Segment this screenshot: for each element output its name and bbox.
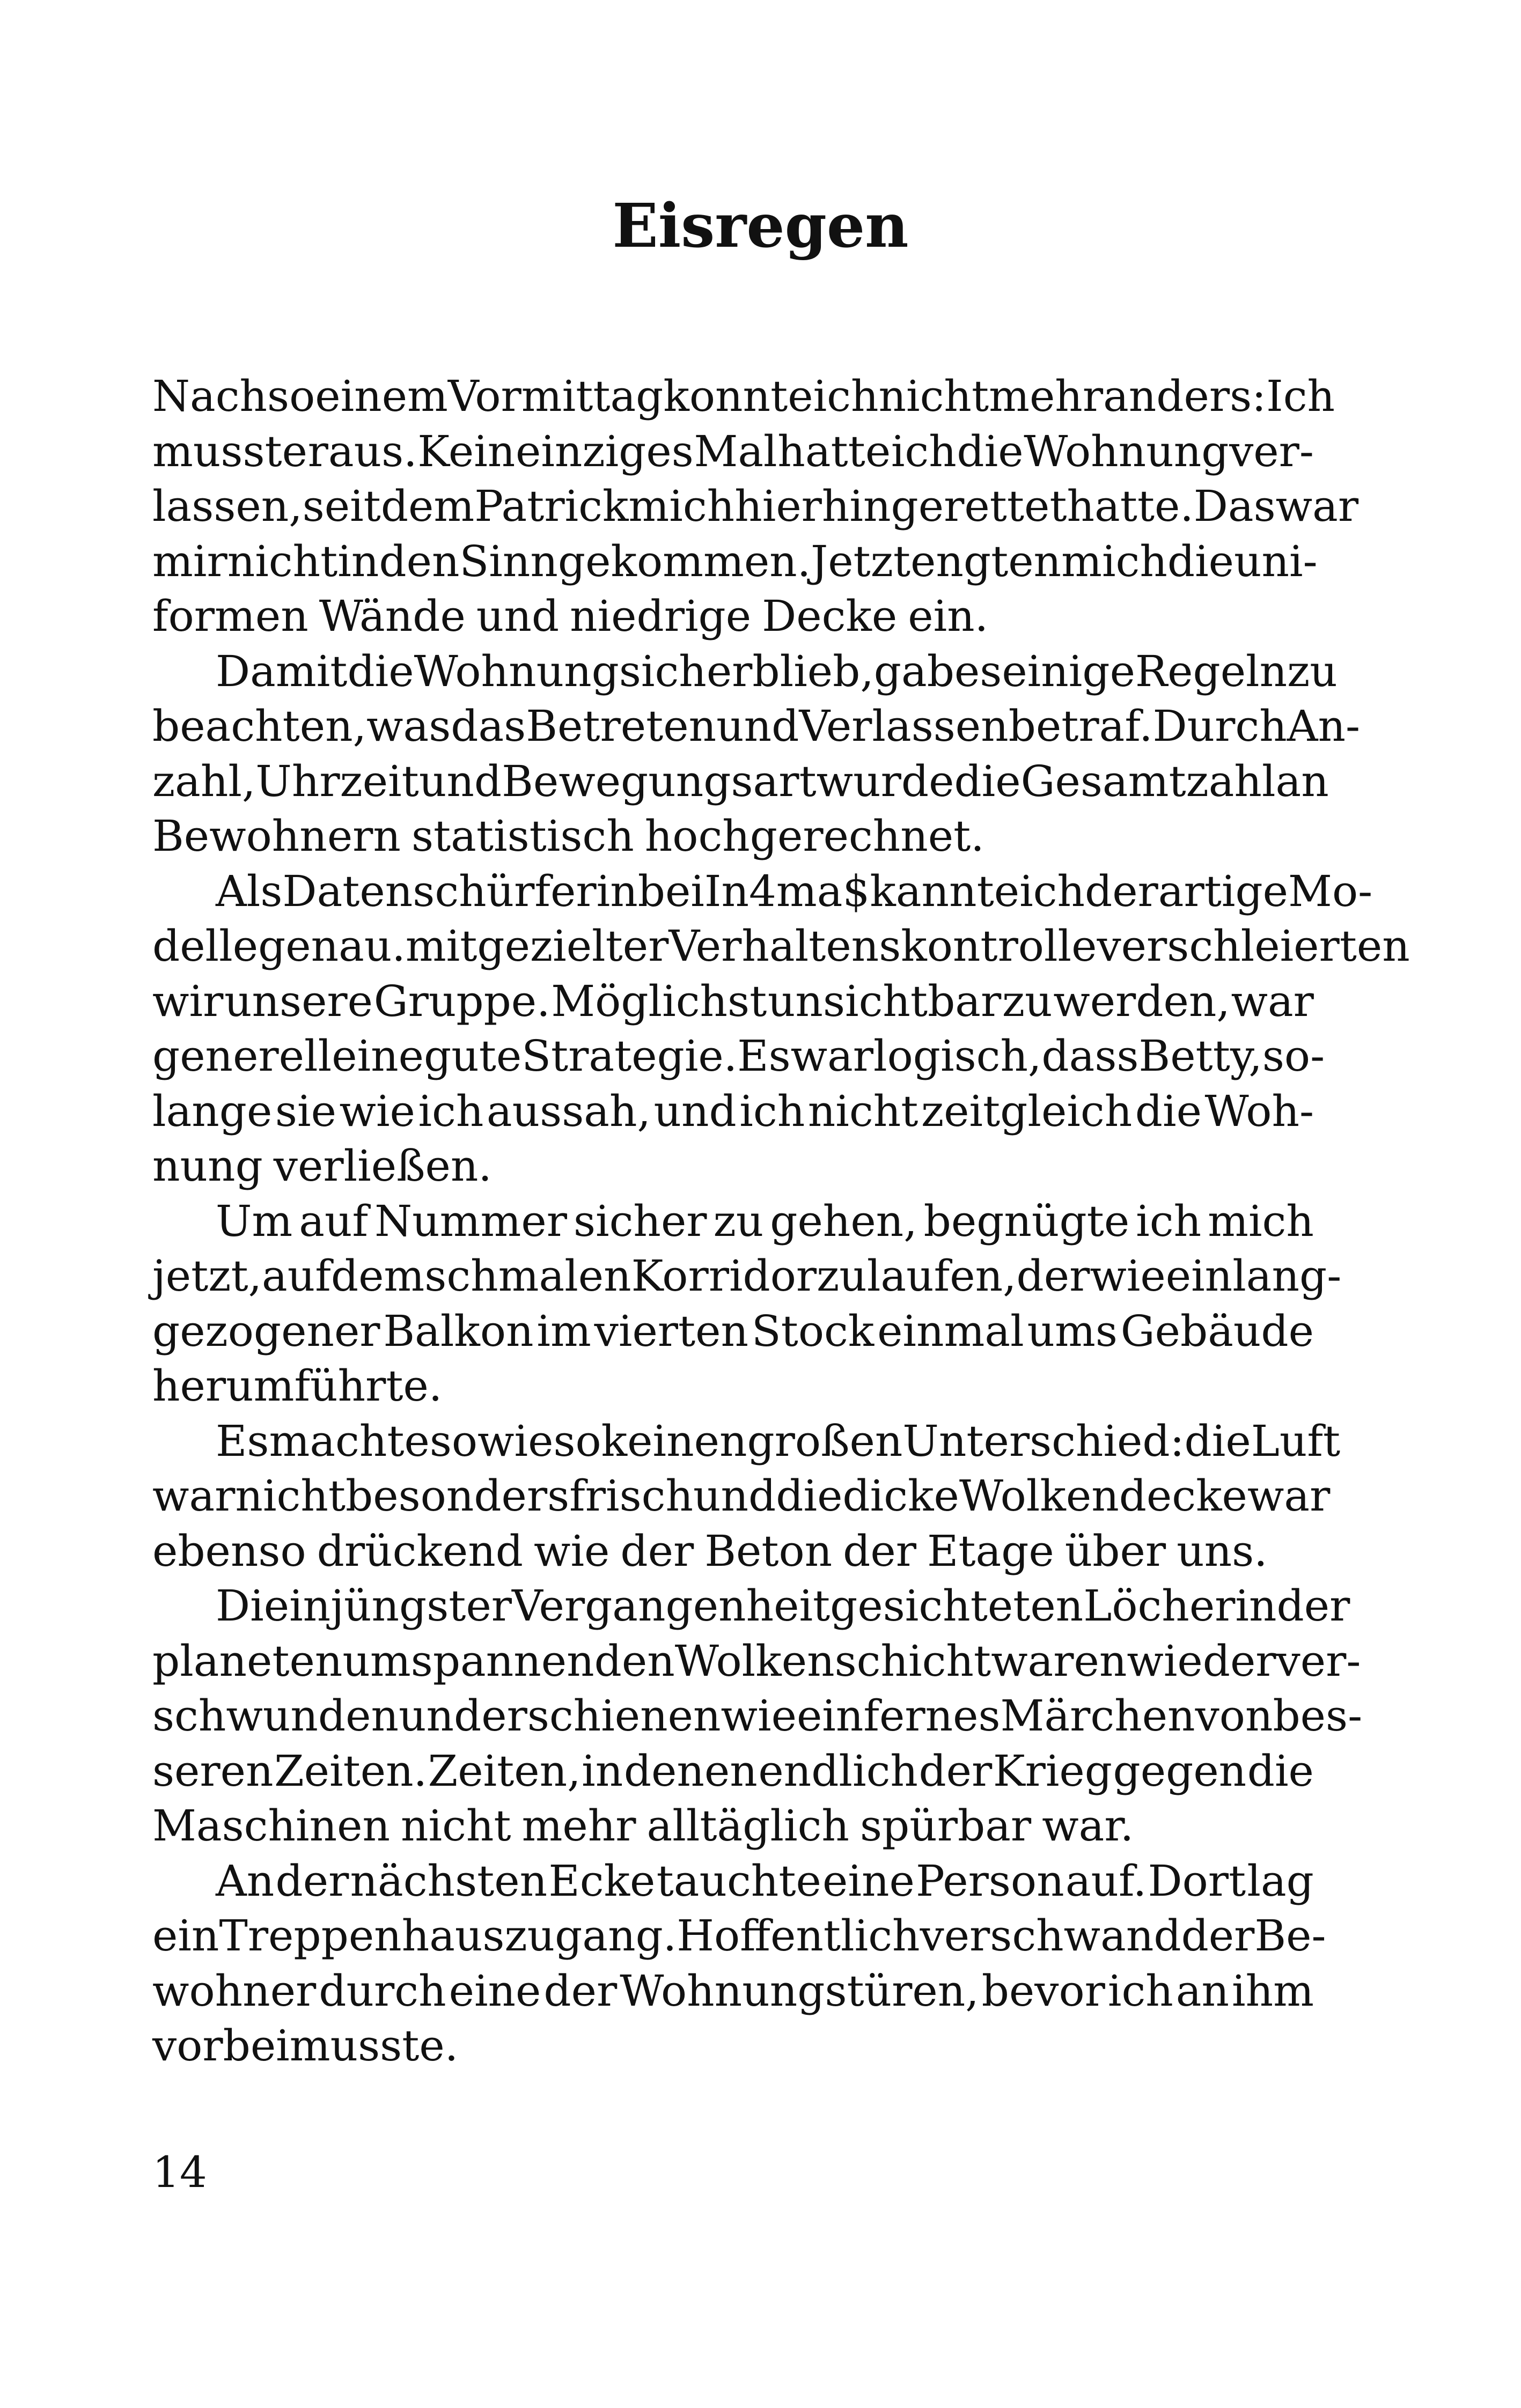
word: wie: [339, 1086, 415, 1136]
word: so: [267, 371, 315, 421]
word: generell: [152, 1031, 332, 1081]
word: Um: [216, 1196, 293, 1246]
body-text: [152, 369, 1410, 2074]
word: mir: [152, 536, 227, 586]
word: die: [957, 426, 1024, 476]
word: planetenumspannenden: [152, 1636, 675, 1686]
word: Gruppe.: [373, 976, 550, 1026]
word: Wände: [319, 591, 466, 641]
paragraph-5: [152, 1414, 1341, 1579]
word: Ich: [1266, 371, 1335, 421]
word: besonders: [346, 1471, 570, 1521]
paragraph-7: [152, 1854, 1326, 2074]
word: in: [289, 1581, 331, 1631]
text-line: [152, 1359, 1314, 1414]
word: ein: [152, 1911, 219, 1961]
word: und: [716, 701, 799, 751]
word: Stock: [751, 1306, 875, 1356]
text-line: [152, 1579, 1350, 1634]
word: zahl,: [152, 756, 256, 806]
word: herumführte.: [152, 1361, 443, 1411]
text-line: [152, 1689, 1363, 1744]
word: war: [1231, 976, 1314, 1026]
word: von: [1195, 1691, 1273, 1741]
word: fernes: [863, 1691, 1001, 1741]
word: formen: [152, 591, 308, 641]
word: ich: [813, 371, 879, 421]
word: dem: [330, 1251, 425, 1301]
word: lassen,: [152, 481, 303, 531]
text-line: [152, 1909, 1326, 1964]
word: die: [954, 756, 1021, 806]
word: gab: [873, 646, 954, 696]
word: wieder: [1127, 1636, 1276, 1686]
word: nicht: [878, 371, 989, 421]
word: statistisch: [411, 811, 634, 861]
word: verschwand: [920, 1911, 1181, 1961]
word: konnte: [663, 371, 813, 421]
word: dass: [1041, 1031, 1139, 1081]
word: nicht: [400, 1801, 511, 1851]
word: wie: [1090, 1251, 1166, 1301]
word: Uhrzeit: [255, 756, 419, 806]
text-line: [152, 1964, 1314, 2019]
word: ebenso: [152, 1526, 306, 1576]
word: Sinn: [459, 536, 558, 586]
word: ums: [1027, 1306, 1118, 1356]
text-line: [152, 644, 1338, 699]
word: eine: [822, 1855, 915, 1906]
word: bevor: [981, 1965, 1105, 2016]
word: Betty,: [1138, 1031, 1262, 1081]
word: bes-: [1273, 1691, 1363, 1741]
text-line: [152, 1469, 1331, 1524]
word: war: [152, 1471, 236, 1521]
word: endlich: [758, 1746, 918, 1796]
word: der: [1276, 1581, 1350, 1631]
text-line: [152, 589, 1314, 644]
word: gezogener: [152, 1306, 380, 1356]
word: Beton: [704, 1526, 833, 1576]
word: Mal: [694, 426, 777, 476]
word: verließen.: [273, 1141, 492, 1191]
word: Bewohnern: [152, 811, 401, 861]
word: gegen: [1113, 1746, 1247, 1796]
word: Es: [737, 1031, 791, 1081]
text-line: [152, 479, 1359, 534]
word: Woh-: [1204, 1086, 1314, 1136]
word: und: [476, 591, 560, 641]
word: hierhin: [734, 481, 891, 531]
word: Ecke: [548, 1855, 656, 1906]
chapter-title: Eisregen: [612, 191, 909, 261]
word: Vormittag: [447, 371, 664, 421]
word: der: [620, 1526, 694, 1576]
word: Jetzt: [811, 536, 910, 586]
text-line: [152, 1799, 1314, 1854]
word: ich: [1019, 866, 1085, 916]
word: großen: [747, 1416, 903, 1466]
word: wurde: [816, 756, 954, 806]
word: es: [954, 646, 1002, 696]
text-line: [152, 1084, 1314, 1139]
word: Nummer: [374, 1196, 567, 1246]
word: sicher: [619, 646, 753, 696]
word: ich: [739, 1086, 805, 1136]
word: Die: [216, 1581, 290, 1631]
word: wie: [721, 1691, 797, 1741]
word: musste: [152, 426, 307, 476]
word: nung: [152, 1141, 263, 1191]
word: zu: [1287, 646, 1338, 696]
word: Mo-: [1288, 866, 1373, 916]
word: die: [1247, 1746, 1314, 1796]
word: ein.: [908, 591, 989, 641]
word: betraf.: [1008, 701, 1153, 751]
word: Zeiten.: [274, 1746, 428, 1796]
word: Märchen: [1000, 1691, 1195, 1741]
word: ich: [418, 1086, 484, 1136]
word: Strategie.: [521, 1031, 738, 1081]
word: an: [1175, 1965, 1230, 2016]
word: nicht: [807, 1086, 919, 1136]
word: Hoffentlich: [677, 1911, 920, 1961]
text-line: [152, 424, 1314, 480]
word: unsere: [224, 976, 373, 1026]
word: schmalen: [424, 1251, 631, 1301]
word: Regeln: [1135, 646, 1288, 696]
word: Das: [1193, 481, 1276, 531]
text-line: [152, 864, 1373, 919]
word: bei: [637, 866, 704, 916]
word: auf.: [1065, 1855, 1147, 1906]
word: über: [1064, 1526, 1166, 1576]
word: die: [347, 646, 414, 696]
word: Balkon: [383, 1306, 534, 1356]
paragraph-2: [152, 644, 1361, 864]
word: Betreten: [526, 701, 717, 751]
text-line: [152, 1029, 1325, 1084]
word: gekommen.: [557, 536, 811, 586]
word: Verlassen: [799, 701, 1009, 751]
word: vierten: [594, 1306, 749, 1356]
word: delle: [152, 921, 259, 971]
word: so-: [1262, 1031, 1325, 1081]
word: gesichteten: [830, 1581, 1084, 1631]
word: schwunden: [152, 1691, 399, 1741]
text-line: [152, 1524, 1314, 1579]
word: hatte.: [1067, 481, 1194, 531]
word: zu: [1002, 976, 1053, 1026]
word: drückend: [317, 1526, 523, 1576]
word: mich: [1208, 1196, 1314, 1246]
word: sowieso: [429, 1416, 601, 1466]
paragraph-4: [152, 1194, 1342, 1414]
word: mich: [628, 481, 735, 531]
word: nächsten: [350, 1855, 548, 1906]
word: ich: [1136, 1196, 1202, 1246]
word: In4ma$: [704, 866, 870, 916]
word: mehr: [521, 1801, 636, 1851]
word: Etage: [927, 1526, 1054, 1576]
word: der: [543, 1965, 618, 2016]
word: dicke: [842, 1471, 959, 1521]
word: auf: [299, 1196, 369, 1246]
word: Durch: [1152, 701, 1287, 751]
word: ihm: [1232, 1965, 1314, 2016]
word: eine: [332, 1031, 424, 1081]
word: jetzt,: [152, 1251, 262, 1301]
word: alltäglich: [646, 1801, 849, 1851]
word: in: [582, 1746, 623, 1796]
text-line: [152, 1194, 1314, 1249]
word: seren: [152, 1746, 274, 1796]
word: war: [1247, 1471, 1331, 1521]
word: gehen,: [770, 1196, 917, 1246]
text-line: [152, 974, 1314, 1029]
word: derartige: [1085, 866, 1289, 916]
word: ver-: [1229, 426, 1314, 476]
word: machte: [269, 1416, 430, 1466]
word: hatte: [777, 426, 891, 476]
word: zu: [817, 1251, 867, 1301]
word: und: [398, 1691, 482, 1741]
page-number: 14: [152, 2147, 207, 2197]
word: auf: [262, 1251, 331, 1301]
word: Person: [916, 1855, 1064, 1906]
word: lag: [1247, 1855, 1314, 1906]
word: und: [418, 756, 502, 806]
word: Gebäude: [1120, 1306, 1314, 1356]
word: Decke: [762, 591, 898, 641]
text-line: [152, 699, 1361, 754]
word: seitdem: [302, 481, 475, 531]
word: durch: [319, 1965, 446, 2016]
text-line: [152, 754, 1329, 809]
word: lange: [152, 1086, 273, 1136]
word: der: [919, 1746, 993, 1796]
word: wohner: [152, 1965, 317, 2016]
text-line: [152, 809, 1314, 864]
word: Nach: [152, 371, 268, 421]
word: spürbar: [859, 1801, 1032, 1851]
word: verschleierten: [1097, 921, 1410, 971]
text-line: [152, 2019, 1314, 2074]
word: sicher: [573, 1196, 707, 1246]
word: Patrick: [474, 481, 629, 531]
word: keinen: [601, 1416, 747, 1466]
word: engten: [910, 536, 1062, 586]
word: der: [1016, 1251, 1090, 1301]
word: Vergangenheit: [512, 1581, 831, 1631]
word: kannte: [870, 866, 1020, 916]
word: anders:: [1103, 371, 1267, 421]
word: nicht: [235, 1471, 346, 1521]
word: Dort: [1148, 1855, 1246, 1906]
word: logisch,: [873, 1031, 1042, 1081]
word: An: [216, 1855, 275, 1906]
word: ich: [1107, 1965, 1173, 2016]
word: frisch: [569, 1471, 693, 1521]
text-line: [152, 919, 1410, 974]
word: die: [1167, 536, 1234, 586]
word: Wohnungstüren,: [620, 1965, 979, 2016]
word: nicht: [227, 536, 338, 586]
word: unsichtbar: [767, 976, 1002, 1026]
word: Treppenhauszugang.: [219, 1911, 677, 1961]
word: Verhaltenskontrolle: [668, 921, 1097, 971]
word: was: [366, 701, 451, 751]
word: wie: [533, 1526, 610, 1576]
word: und: [693, 1471, 776, 1521]
word: war.: [1042, 1801, 1134, 1851]
word: Zeiten,: [428, 1746, 581, 1796]
word: zeitgleich: [921, 1086, 1133, 1136]
word: genau.: [258, 921, 406, 971]
word: Maschinen: [152, 1801, 390, 1851]
word: mit: [405, 921, 477, 971]
word: jüngster: [330, 1581, 512, 1631]
word: Wohnung: [414, 646, 619, 696]
word: uni-: [1234, 536, 1318, 586]
paragraph-1: [152, 369, 1359, 644]
word: Korridor: [631, 1251, 817, 1301]
text-line: [152, 369, 1335, 424]
text-line: [152, 534, 1318, 590]
word: gute: [423, 1031, 522, 1081]
word: die: [776, 1471, 843, 1521]
word: lang-: [1232, 1251, 1342, 1301]
word: einmal: [877, 1306, 1024, 1356]
word: in: [1235, 1581, 1277, 1631]
word: ein: [796, 1691, 864, 1741]
word: gerettet: [891, 481, 1067, 531]
word: raus.: [307, 426, 417, 476]
word: mehr: [989, 371, 1104, 421]
word: ein: [1165, 1251, 1233, 1301]
word: aussah,: [486, 1086, 651, 1136]
word: begnügte: [923, 1196, 1130, 1246]
word: gezielter: [477, 921, 669, 971]
word: Löcher: [1083, 1581, 1236, 1631]
word: denen: [623, 1746, 758, 1796]
word: uns.: [1177, 1526, 1268, 1576]
word: Be-: [1254, 1911, 1326, 1961]
word: und: [653, 1086, 737, 1136]
word: waren: [991, 1636, 1127, 1686]
word: Unterschied:: [902, 1416, 1185, 1466]
word: sie: [275, 1086, 336, 1136]
word: Krieg: [993, 1746, 1112, 1796]
word: in: [337, 536, 379, 586]
word: einziges: [515, 426, 694, 476]
word: einem: [315, 371, 448, 421]
word: erschienen: [481, 1691, 721, 1741]
paragraph-6: [152, 1579, 1363, 1854]
text-line: [152, 1854, 1314, 1909]
word: die: [1184, 1416, 1251, 1466]
word: Bewegungsart: [502, 756, 817, 806]
word: werden,: [1053, 976, 1230, 1026]
word: an: [1275, 756, 1329, 806]
word: Möglichst: [551, 976, 767, 1026]
word: Kein: [417, 426, 516, 476]
word: Datenschürferin: [282, 866, 638, 916]
word: ver-: [1276, 1636, 1361, 1686]
word: Damit: [216, 646, 348, 696]
word: der: [1181, 1911, 1255, 1961]
word: hochgerechnet.: [644, 811, 984, 861]
text-line: [152, 1414, 1341, 1469]
word: war: [1275, 481, 1359, 531]
word: vorbeimusste.: [152, 2021, 459, 2071]
word: blieb,: [752, 646, 874, 696]
word: niedrige: [570, 591, 752, 641]
word: im: [537, 1306, 591, 1356]
word: der: [275, 1855, 349, 1906]
word: Luft: [1251, 1416, 1341, 1466]
text-line: [152, 1744, 1314, 1799]
word: ich: [891, 426, 957, 476]
word: Wohnung: [1024, 426, 1229, 476]
word: der: [843, 1526, 916, 1576]
word: Als: [216, 866, 283, 916]
text-line: [152, 1249, 1342, 1304]
word: laufen,: [866, 1251, 1017, 1301]
text-line: [152, 1139, 1314, 1194]
word: war: [790, 1031, 874, 1081]
paragraph-3: [152, 864, 1410, 1194]
word: tauchte: [656, 1855, 821, 1906]
word: wir: [152, 976, 224, 1026]
text-line: [152, 1304, 1314, 1359]
word: Wolkenschicht: [674, 1636, 991, 1686]
word: die: [1135, 1086, 1202, 1136]
word: beachten,: [152, 701, 367, 751]
word: den: [379, 536, 460, 586]
text-line: [152, 1634, 1361, 1689]
word: Wolkendecke: [959, 1471, 1247, 1521]
word: An-: [1287, 701, 1361, 751]
word: eine: [449, 1965, 541, 2016]
word: Gesamtzahl: [1020, 756, 1276, 806]
word: mich: [1061, 536, 1167, 586]
word: das: [451, 701, 526, 751]
word: einige: [1002, 646, 1135, 696]
word: Es: [216, 1416, 269, 1466]
word: zu: [713, 1196, 764, 1246]
